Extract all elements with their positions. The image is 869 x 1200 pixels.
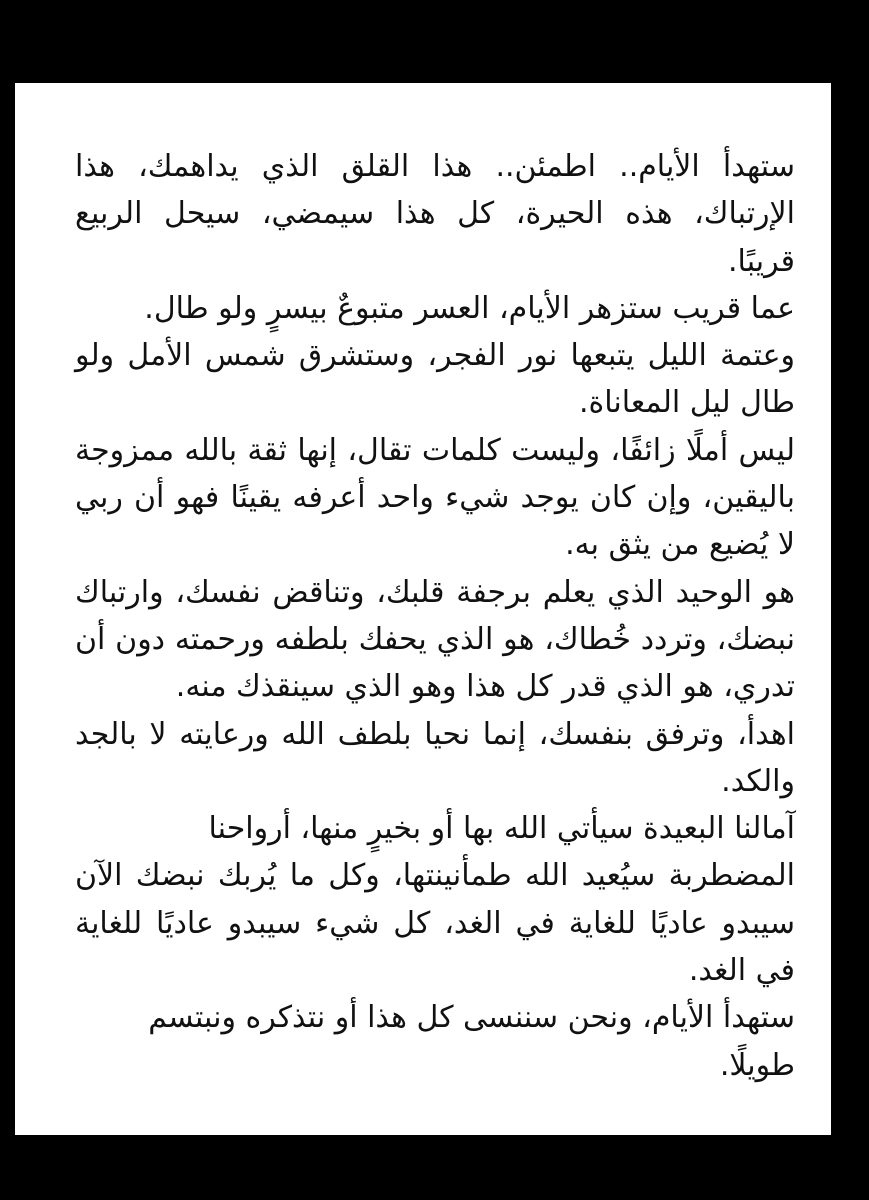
text-line: سيبدو عاديًا للغاية في الغد، كل شيء سيبدو عاديًا للغاية (75, 905, 795, 941)
text-line: تدري، هو الذي قدر كل هذا وهو الذي سينقذك منه. (175, 669, 795, 705)
document-text (75, 143, 795, 1089)
text-line: طال ليل المعاناة. (579, 385, 795, 421)
text-line: الإرتباك، هذه الحيرة، كل هذا سيمضي، سيحل الربيع (75, 196, 795, 232)
text-line: في الغد. (688, 953, 795, 989)
text-line: ليس أملًا زائفًا، وليست كلمات تقال، إنها ثقة بالله ممزوجة (75, 432, 795, 468)
text-line: باليقين، وإن كان يوجد شيء واحد أعرفه يقينًا فهو أن ربي (75, 480, 795, 516)
text-line: المضطربة سيُعيد الله طمأنينتها، وكل ما يُربك نبضك الآن (75, 858, 795, 894)
text-line: ستهدأ الأيام، ونحن سننسى كل هذا أو نتذكره ونبتسم (148, 1000, 795, 1036)
text-line: والكد. (721, 763, 795, 799)
text-line: قريبًا. (728, 243, 795, 279)
text-line: عما قريب ستزهر الأيام، العسر متبوعٌ بيسرٍ ولو طال. (144, 290, 795, 326)
text-line: ستهدأ الأيام.. اطمئن.. هذا القلق الذي يداهمك، هذا (75, 149, 795, 184)
text-line: لا يُضيع من يثق به. (565, 527, 795, 563)
text-line: آمالنا البعيدة سيأتي الله بها أو بخيرٍ منها، أرواحنا (208, 811, 795, 847)
text-line: هو الوحيد الذي يعلم برجفة قلبك، وتناقض نفسك، وارتباك (75, 574, 795, 610)
text-line: وعتمة الليل يتبعها نور الفجر، وستشرق شمس الأمل ولو (75, 338, 795, 374)
text-line: طويلًا. (719, 1047, 795, 1083)
document-page (15, 83, 831, 1135)
text-line: اهدأ، وترفق بنفسك، إنما نحيا بلطف الله ورعايته لا بالجد (75, 716, 795, 752)
text-line: نبضك، وتردد خُطاك، هو الذي يحفك بلطفه ورحمته دون أن (75, 621, 795, 657)
